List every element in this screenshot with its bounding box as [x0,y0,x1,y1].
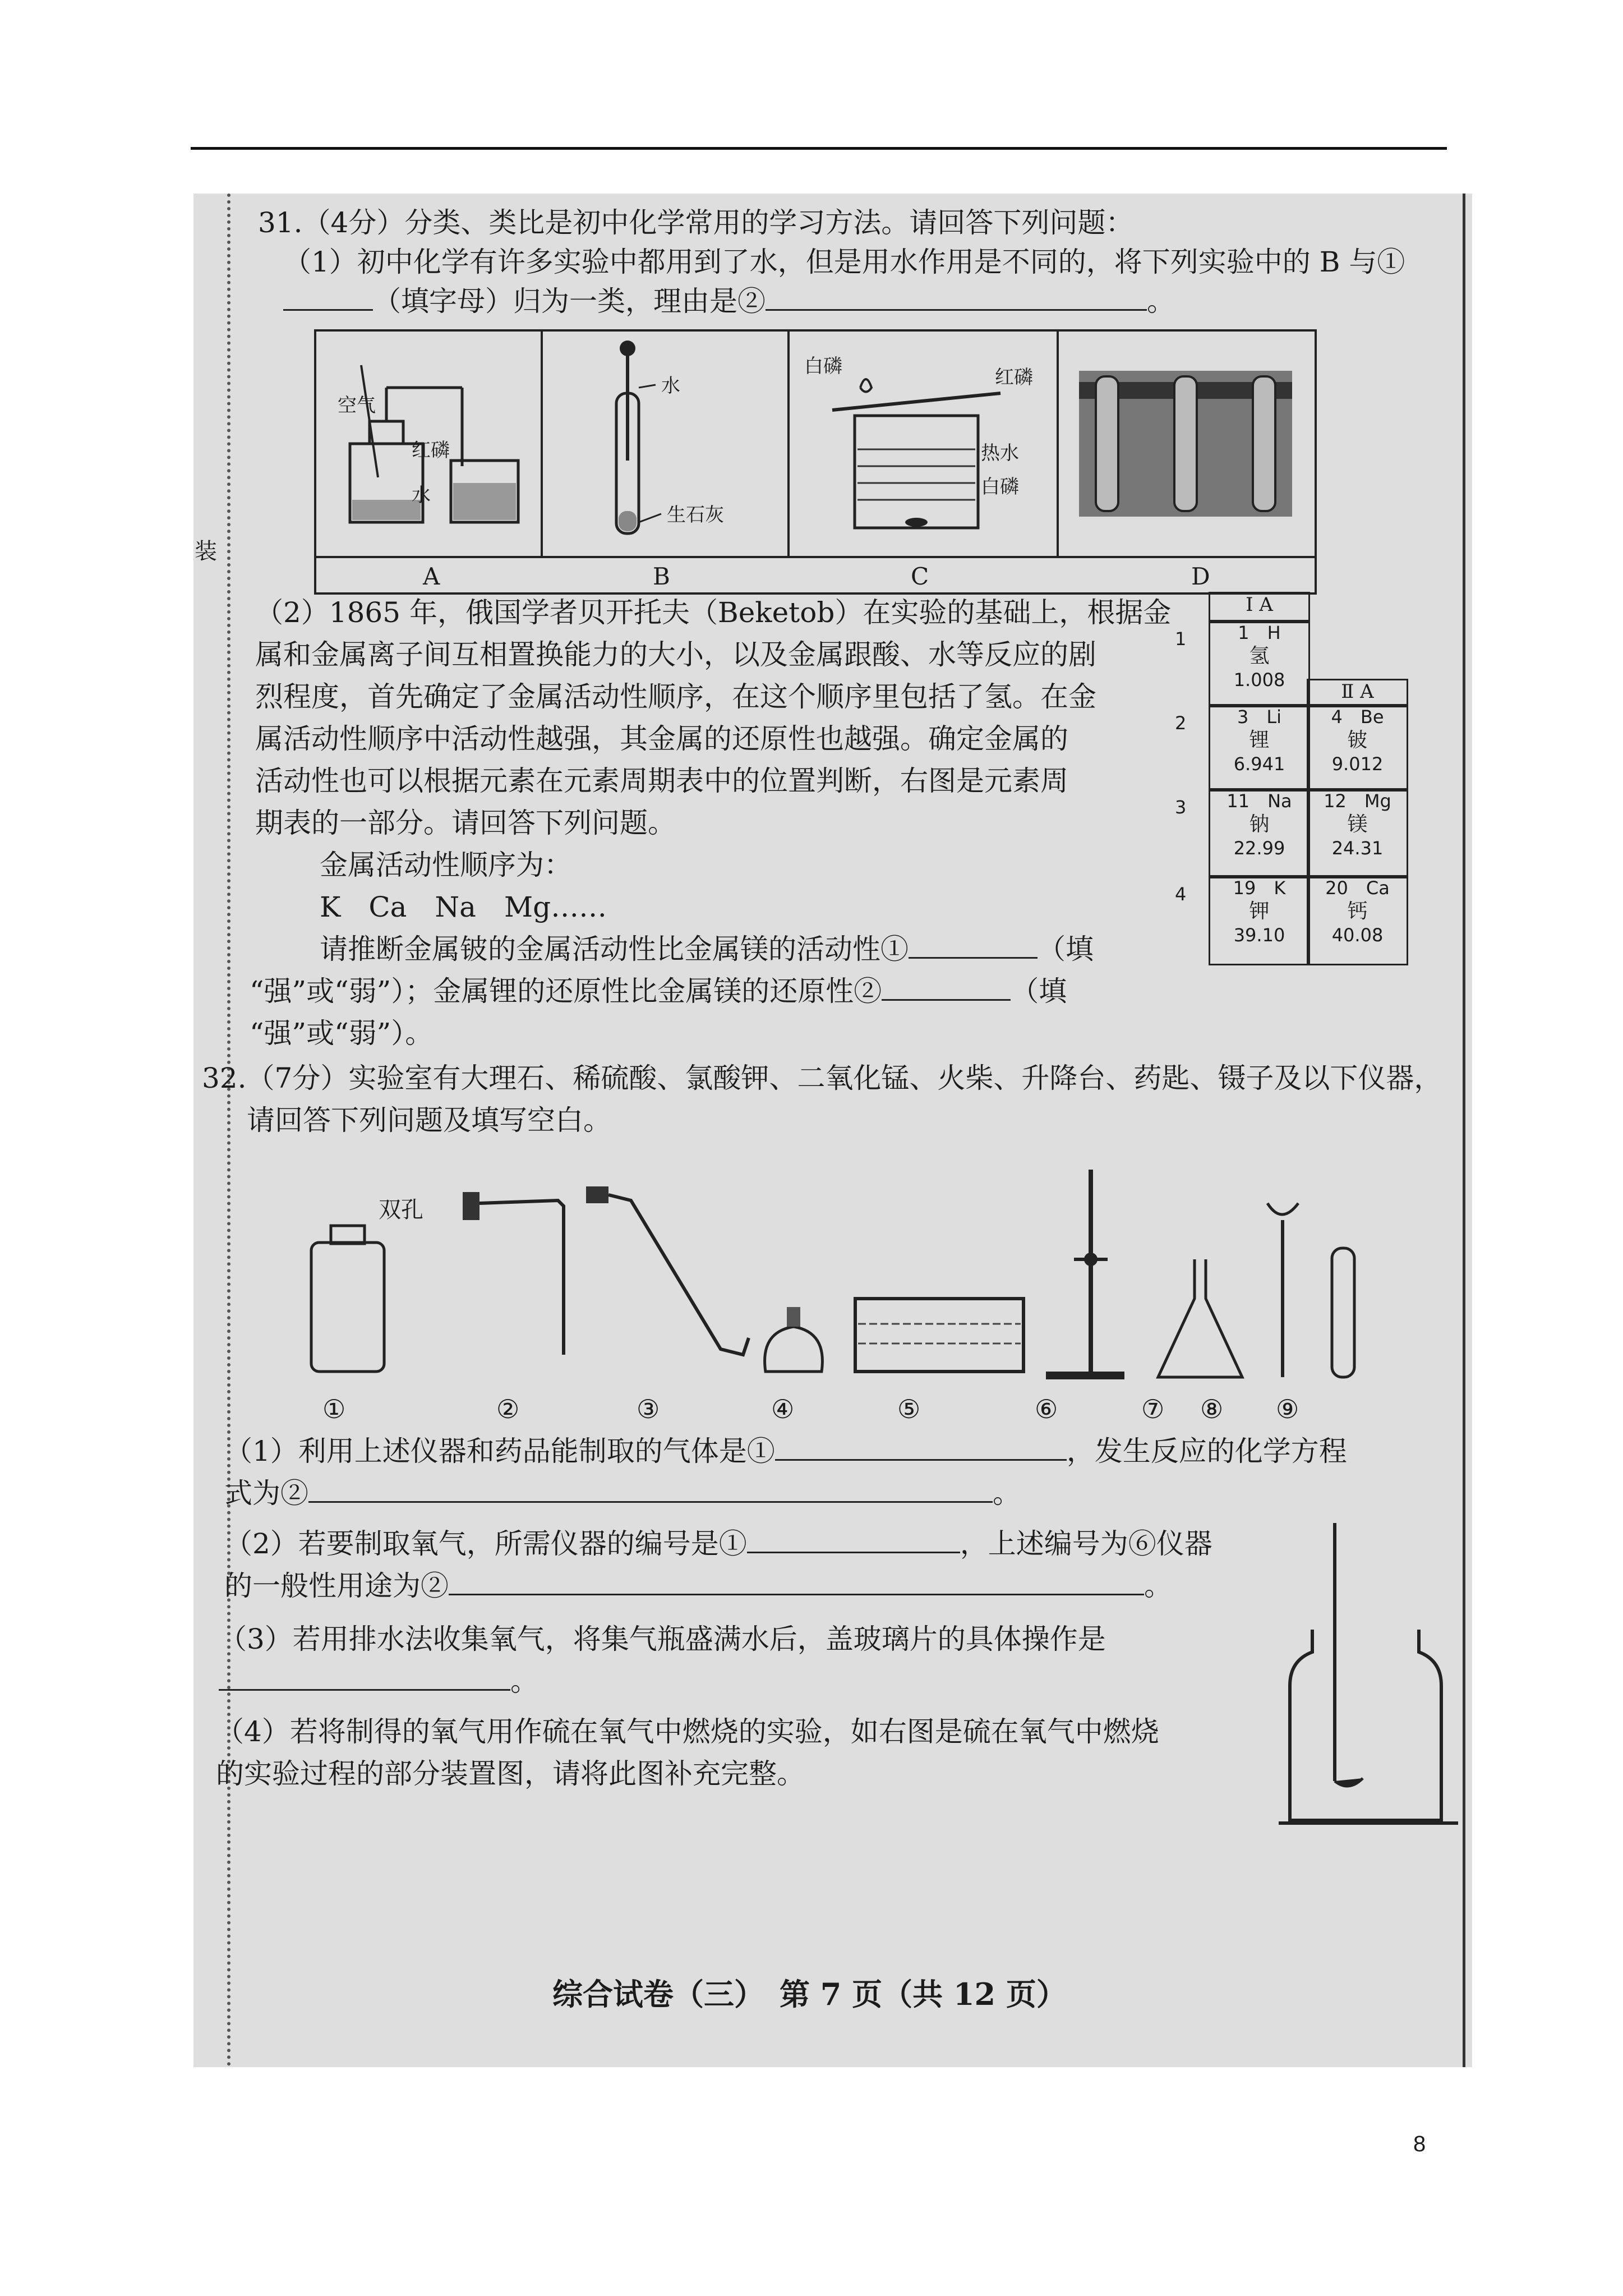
page-footer: 综合试卷（三） 第 7 页（共 12 页） [552,1976,1067,2012]
activity-order-title: 金属活动性顺序为： [320,849,572,881]
q31-part2-line4: 属活动性顺序中活动性越强，其金属的还原性也越强。确定金属的 [255,723,1068,755]
iron-stand [1046,1170,1124,1379]
answer-blank[interactable] [449,1566,1144,1595]
answer-blank[interactable] [775,1431,1067,1461]
period-1: 1 [1175,628,1187,650]
answer-blank[interactable] [219,1661,510,1691]
element-k: 19 K 钾 39.10 [1209,875,1310,965]
answer-blank[interactable] [283,281,373,311]
test-tube [1332,1248,1354,1377]
answer-blank[interactable] [747,1524,960,1553]
element-h: 1 H 氢 1.008 [1209,620,1310,707]
label-two-hole: 双孔 [379,1197,423,1223]
q31-part2-line2: 属和金属离子间互相置换能力的大小，以及金属跟酸、水等反应的剧 [255,638,1096,671]
q31-part1-cont: （填字母）归为一类，理由是② 。 [283,280,1175,322]
q31-part1: （1）初中化学有许多实验中都用到了水，但是用水作用是不同的，将下列实验中的 B 与① [283,246,1405,278]
q32-stem: 32.（7分）实验室有大理石、稀硫酸、氯酸钾、二氧化锰、火柴、升降台、药匙、镊子及以下仪器， [202,1062,1442,1094]
caption-a: A [423,563,440,590]
experiment-figure-table [314,329,1317,595]
label-red-phosphorus: 红磷 [995,366,1033,389]
q32-part1: （1）利用上述仪器和药品能制取的气体是① ，发生反应的化学方程 [224,1430,1347,1472]
scanned-page [193,194,1472,2067]
figure-d [1057,332,1317,556]
q32-part3-cont: 。 [219,1660,538,1702]
binding-mark: 装 [195,530,217,569]
header-rule [191,147,1447,150]
q32-part4: （4）若将制得的氧气用作硫在氧气中燃烧的实验，如右图是硫在氧气中燃烧 [216,1715,1159,1748]
answer-blank[interactable] [882,971,1011,1001]
label-white-phosphorus: 白磷 [804,355,842,378]
apparatus-number-4: ④ [771,1394,795,1424]
apparatus-number-5: ⑤ [897,1394,921,1424]
label-quicklime: 生石灰 [667,504,724,526]
label-white-phosphorus-2: 白磷 [981,476,1019,498]
apparatus-number-1: ① [322,1394,346,1424]
q31-part2-line5: 活动性也可以根据元素在元素周期表中的位置判断，右图是元素周 [255,765,1068,797]
answer-blank[interactable] [766,281,1147,311]
q31-stem: 31.（4分）分类、类比是初中化学常用的学习方法。请回答下列问题： [258,206,1134,239]
q32-part2-cont: 的一般性用途为② 。 [224,1565,1172,1607]
figure-a [316,332,543,556]
period-3: 3 [1175,797,1187,818]
q32-part2: （2）若要制取氧气，所需仪器的编号是① ，上述编号为⑥仪器 [224,1523,1212,1565]
q31-part2-line3: 烈程度，首先确定了金属活动性顺序，在这个顺序里包括了氢。在金 [255,680,1096,713]
q32-part1-cont: 式为② 。 [224,1473,1021,1514]
label-hot-water: 热水 [981,442,1019,464]
figure-b [541,332,790,556]
q31-part2-line1: （2）1865 年，俄国学者贝开托夫（Beketob）在实验的基础上，根据金 [255,596,1172,629]
caption-d: D [1191,563,1210,590]
caption-b: B [653,563,670,590]
long-neck-funnel [1267,1203,1298,1377]
test-tubes-photo [1057,332,1315,556]
element-ca: 20 Ca 钙 40.08 [1307,875,1408,965]
period-2: 2 [1175,712,1187,734]
conical-flask [1158,1259,1242,1377]
q31-part2-line6: 期表的一部分。请回答下列问题。 [255,807,676,839]
q32-stem-cont: 请回答下列问题及填写空白。 [247,1104,611,1137]
activity-order: K Ca Na Mg…… [320,891,607,923]
figure-captions [316,556,1315,595]
apparatus-number-2: ② [496,1394,520,1424]
figure-c [787,332,1059,556]
answer-blank[interactable] [308,1473,993,1503]
element-be: 4 Be 铍 9.012 [1307,704,1408,792]
answer-blank[interactable] [909,929,1038,959]
q31-question1: 请推断金属铍的金属活动性比金属镁的活动性① （填 [320,928,1094,970]
delivery-tube [586,1186,749,1355]
q32-part4-cont: 的实验过程的部分装置图，请将此图补充完整。 [216,1757,805,1790]
q31-question2-end: “强”或“弱”）。 [250,1017,434,1050]
label-air: 空气 [338,394,376,417]
gas-collecting-bottle [311,1226,384,1372]
period-4: 4 [1175,884,1187,905]
element-li: 3 Li 锂 6.941 [1209,704,1310,792]
caption-c: C [911,563,929,590]
label-water: 水 [412,484,431,507]
group-ia-header: Ⅰ A [1209,592,1310,623]
apparatus-number-6: ⑥ [1035,1394,1058,1424]
q31-question2: “强”或“弱”）；金属锂的还原性比金属镁的还原性② （填 [250,970,1067,1012]
label-water: 水 [661,375,680,397]
apparatus-number-8: ⑧ [1200,1394,1224,1424]
page-number: 8 [1413,2132,1426,2156]
group-iia-header: Ⅱ A [1307,679,1408,707]
apparatus-number-9: ⑨ [1276,1394,1299,1424]
alcohol-lamp [765,1307,823,1372]
apparatus-number-7: ⑦ [1141,1394,1165,1424]
water-trough [855,1299,1023,1372]
element-na: 11 Na 钠 22.99 [1209,788,1310,878]
label-red-phosphorus: 红磷 [412,439,450,462]
test-tube-apparatus [541,332,787,556]
sulfur-combustion-bottle [1279,1523,1469,1837]
element-mg: 12 Mg 镁 24.31 [1307,788,1408,878]
q32-part3: （3）若用排水法收集氧气，将集气瓶盛满水后，盖玻璃片的具体操作是 [219,1623,1106,1655]
apparatus-number-3: ③ [637,1394,660,1424]
two-hole-stopper-tube [463,1192,564,1355]
